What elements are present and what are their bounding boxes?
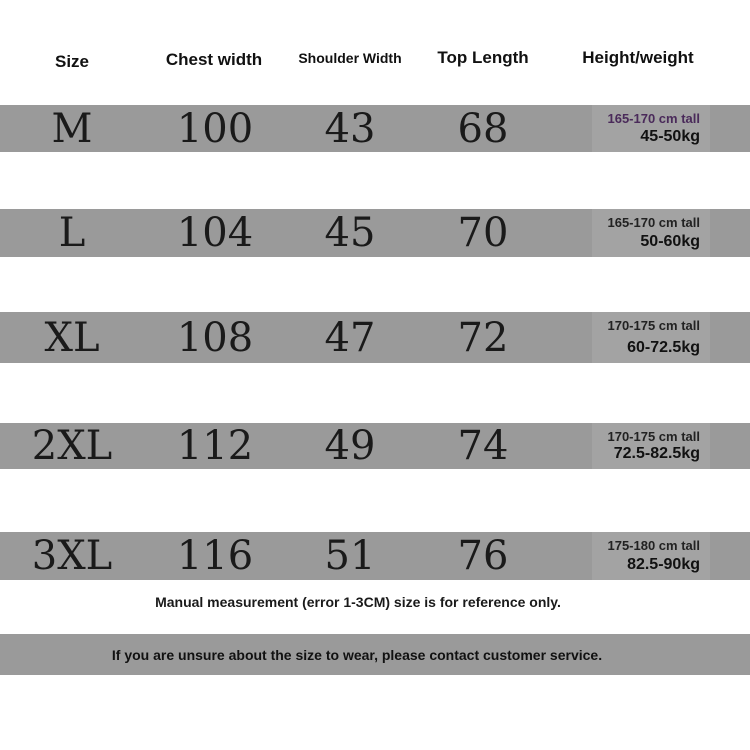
weight-range: 72.5-82.5kg	[613, 445, 700, 462]
height-weight-cell	[592, 312, 710, 363]
height-weight-cell	[592, 105, 710, 152]
chest-cell: 116	[176, 533, 254, 579]
height-range: 170-175 cm tall	[607, 318, 700, 333]
table-row-2xl	[0, 423, 750, 469]
table-header	[0, 40, 750, 80]
height-weight-cell	[592, 532, 710, 580]
length-cell: 68	[457, 105, 509, 152]
table-row-xl	[0, 312, 750, 363]
height-range: 165-170 cm tall	[607, 215, 700, 230]
size-cell: 3XL	[31, 533, 113, 579]
shoulder-cell: 51	[324, 533, 376, 579]
height-range: 165-170 cm tall	[607, 111, 700, 126]
height-range: 175-180 cm tall	[607, 538, 700, 553]
table-row-3xl	[0, 532, 750, 580]
header-shoulder-width: Shoulder Width	[298, 50, 402, 66]
height-range: 170-175 cm tall	[607, 429, 700, 444]
contact-note: If you are unsure about the size to wear, please contact customer service.	[111, 646, 603, 663]
weight-range: 50-60kg	[640, 233, 700, 250]
size-cell: XL	[44, 314, 100, 361]
header-top-length: Top Length	[437, 48, 529, 67]
length-cell: 76	[457, 533, 509, 579]
header-size: Size	[54, 52, 90, 71]
size-cell: 2XL	[31, 423, 113, 469]
length-cell: 72	[457, 314, 509, 361]
header-chest-width: Chest width	[165, 50, 263, 69]
table-row-l	[0, 209, 750, 257]
chest-cell: 108	[176, 314, 254, 361]
shoulder-cell: 47	[324, 314, 376, 361]
weight-range: 45-50kg	[640, 128, 700, 145]
size-cell: M	[51, 105, 93, 152]
shoulder-cell: 45	[324, 210, 376, 256]
weight-range: 82.5-90kg	[627, 556, 700, 573]
length-cell: 74	[457, 423, 509, 469]
shoulder-cell: 43	[324, 105, 376, 152]
chest-cell: 100	[176, 105, 254, 152]
header-height-weight: Height/weight	[582, 48, 694, 67]
chest-cell: 104	[176, 210, 254, 256]
length-cell: 70	[457, 210, 509, 256]
size-cell: L	[58, 210, 86, 256]
weight-range: 60-72.5kg	[627, 339, 700, 356]
table-row-m	[0, 105, 750, 152]
height-weight-cell	[592, 209, 710, 257]
height-weight-cell	[592, 423, 710, 469]
shoulder-cell: 49	[324, 423, 376, 469]
measurement-note: Manual measurement (error 1-3CM) size is for reference only.	[155, 594, 561, 610]
chest-cell: 112	[176, 423, 254, 469]
contact-note-band	[0, 634, 750, 675]
